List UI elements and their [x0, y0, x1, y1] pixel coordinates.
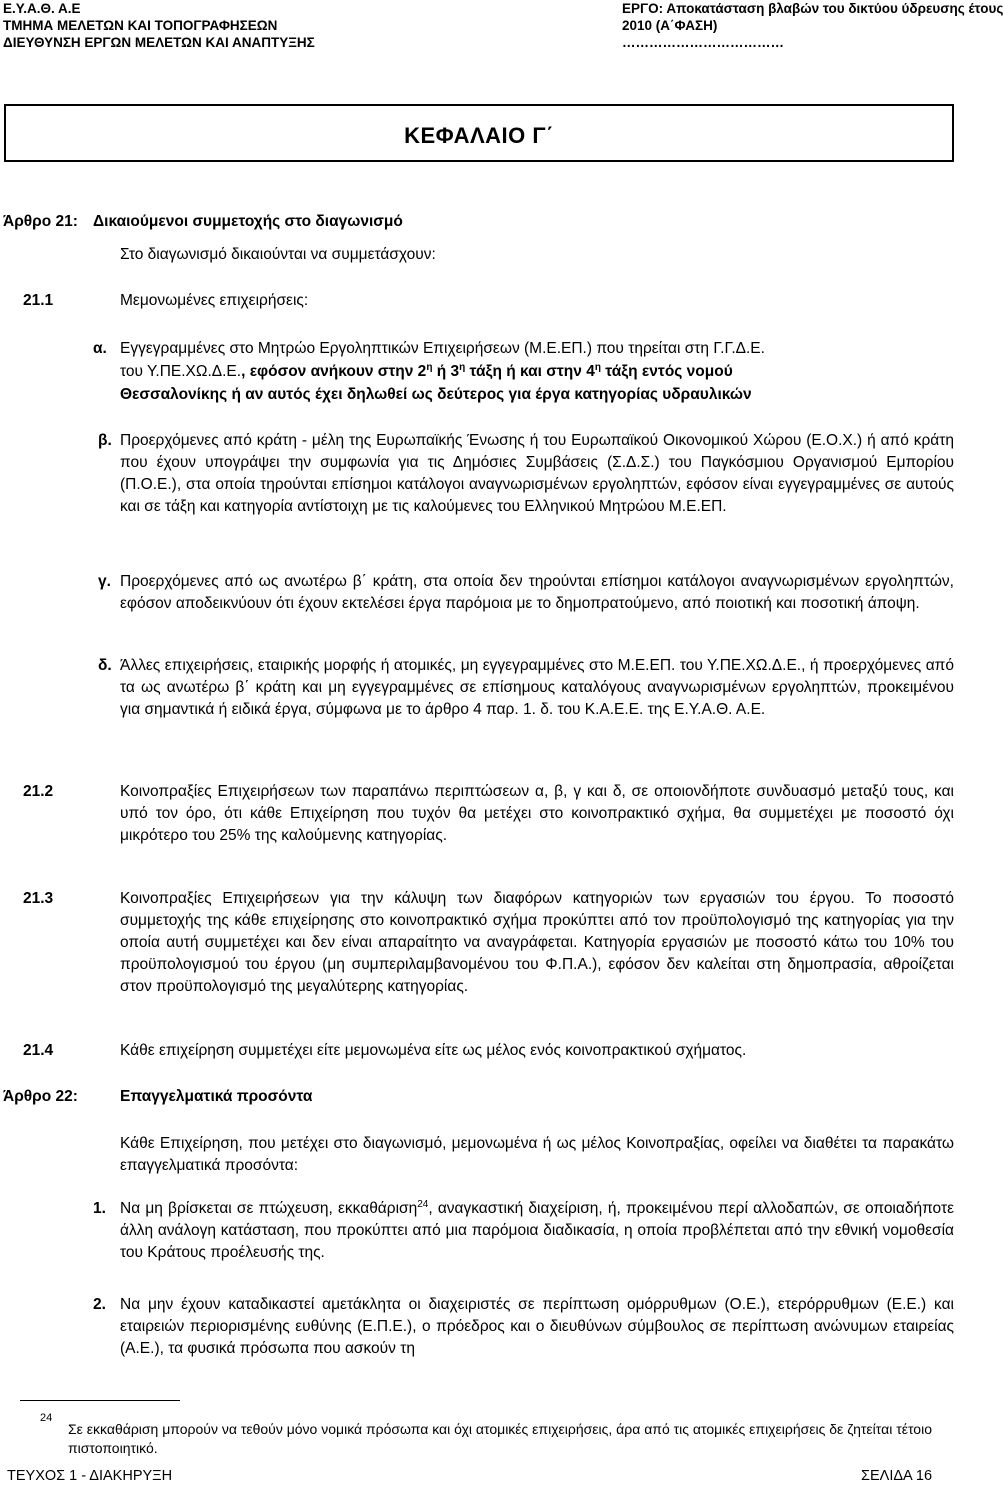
item-b-label: β.	[98, 432, 112, 449]
footnote-number: 24	[40, 1412, 53, 1424]
para-21-4-text: Κάθε επιχείρηση συμμετέχει είτε μεμονωμένα είτε ως μέλος ενός κοινοπρακτικού σχήματος.	[120, 1042, 747, 1059]
header-right	[622, 0, 1003, 51]
header-dots: ………………………………	[622, 35, 784, 50]
item-d-label: δ.	[98, 657, 112, 674]
art22-item-2-text: Να μην έχουν καταδικαστεί αμετάκλητα οι διαχειριστές σε περίπτωση ομόρρυθμων (Ο.Ε.), ετερόρρυθμων (Ε.Ε.) και εταιρειών περιορισμένης ευθύνης (Ε.Π.Ε.), ο πρόεδρος και ο διευθύνων σύμβουλος σε περίπτωση ανώνυμων εταιρείας (Α.Ε.), τα φυσικά πρόσωπα που ασκούν τη	[120, 1296, 954, 1357]
header-project: ΕΡΓΟ: Αποκατάσταση βλαβών του δικτύου ύδρευσης έτους	[622, 1, 1003, 16]
article-21-label: Άρθρο 21:	[3, 213, 78, 230]
item-a-line1: Εγγεγραμμένες στο Μητρώο Εργοληπτικών Επιχειρήσεων (Μ.Ε.ΕΠ.) που τηρείται στη Γ.Γ.Δ.Ε.	[120, 340, 765, 357]
article-22-label: Άρθρο 22:	[3, 1088, 78, 1105]
para-21-1-num: 21.1	[23, 292, 54, 309]
para-21-2-num: 21.2	[23, 783, 54, 800]
article-22-title: Επαγγελματικά προσόντα	[120, 1088, 313, 1105]
footnote-rule	[20, 1400, 180, 1401]
art22-item-2-label: 2.	[93, 1296, 106, 1313]
footer-left: ΤΕΥΧΟΣ 1 - ΔΙΑΚΗΡΥΞΗ	[7, 1468, 173, 1484]
footer-page-number: ΣΕΛΙΔΑ 16	[861, 1468, 933, 1484]
art22-item-1-label: 1.	[93, 1200, 106, 1217]
chapter-title: ΚΕΦΑΛΑΙΟ Γ΄	[404, 123, 554, 148]
footnote-text: Σε εκκαθάριση μπορούν να τεθούν μόνο νομικά πρόσωπα και όχι ατομικές επιχειρήσεις, άρα από τις ατομικές επιχειρήσεις δε ζητείται τέτοιο πιστοποιητικό.	[68, 1421, 932, 1456]
item-a-label: α.	[93, 340, 107, 357]
item-c-text: Προερχόμενες από ως ανωτέρω β΄ κράτη, στα οποία δεν τηρούνται επίσημοι κατάλογοι αναγνωρισμένων εργοληπτών, εφόσον αποδεικνύουν ότι έχουν εκτελέσει έργα παρόμοια με το δημοπρατούμενο, από ποιοτική και ποσοτική άποψη.	[120, 573, 954, 612]
item-a-line3: Θεσσαλονίκης ή αν αυτός έχει δηλωθεί ως δεύτερος για έργα κατηγορίας υδραυλικών	[120, 386, 752, 403]
article-21-intro: Στο διαγωνισμό δικαιούνται να συμμετάσχουν:	[120, 246, 436, 263]
para-21-4-num: 21.4	[23, 1042, 54, 1059]
header-left	[3, 0, 315, 51]
art22-item-1-text: Να μη βρίσκεται σε πτώχευση, εκκαθάριση$^{24}$, αναγκαστική διαχείριση, ή, προκειμένου περί αλλοδαπών, σε οποιαδήποτε άλλη ανάλογη κατάσταση, που προκύπτει από μια παρόμοια διαδικασία, η οποία προβλέπεται από την εθνική νομοθεσία του Κράτους προέλευσής της.	[120, 1198, 954, 1261]
item-c-label: γ.	[98, 573, 111, 590]
header-directorate: ΔΙΕΥΘΥΝΣΗ ΕΡΓΩΝ ΜΕΛΕΤΩΝ ΚΑΙ ΑΝΑΠΤΥΞΗΣ	[3, 35, 315, 50]
article-21-title: Δικαιούμενοι συμμετοχής στο διαγωνισμό	[93, 213, 403, 230]
chapter-box	[4, 104, 954, 162]
para-21-3-text: Κοινοπραξίες Επιχειρήσεων για την κάλυψη των διαφόρων κατηγοριών των εργασιών του έργου. Το ποσοστό συμμετοχής της κάθε επιχείρησης στο κοινοπρακτικό σχήμα προκύπτει από τον προϋπολογισμό της κατηγορίας για την οποία αυτή συμμετέχει και δεν είναι απαραίτητο να αναγράφεται. Κατηγορία εργασιών με ποσοστό κάτω του 10% του προϋπολογισμού του έργου (μη συμπεριλαμβανομένου του Φ.Π.Α.), εφόσον δεν καλείται στη δημοπρασία, αθροίζεται στον προϋπολογισμό της μεγαλύτερης κατηγορίας.	[120, 890, 954, 995]
header-org: Ε.Υ.Α.Θ. Α.Ε	[3, 1, 81, 16]
para-21-3-num: 21.3	[23, 890, 54, 907]
header-department: ΤΜΗΜΑ ΜΕΛΕΤΩΝ ΚΑΙ ΤΟΠΟΓΡΑΦΗΣΕΩΝ	[3, 18, 278, 33]
para-21-2-text: Κοινοπραξίες Επιχειρήσεων των παραπάνω περιπτώσεων α, β, γ και δ, σε οποιονδήποτε συνδυασμό μεταξύ τους, και υπό τον όρο, ότι κάθε Επιχείρηση που τυχόν θα μετέχει στο κοινοπρακτικό σχήμα, θα συμμετέχει με ποσοστό όχι μικρότερο του 25% της καλούμενης κατηγορίας.	[120, 783, 954, 844]
item-b-text: Προερχόμενες από κράτη - μέλη της Ευρωπαϊκής Ένωσης ή του Ευρωπαϊκού Οικονομικού Χώρου (Ε.Ο.Χ.) ή από κράτη που έχουν υπογράψει την συμφωνία για τις Δημόσιες Συμβάσεις (Σ.Δ.Σ.) του Παγκόσμιου Οργανισμού Εμπορίου (Π.Ο.Ε.), στα οποία τηρούνται επίσημοι κατάλογοι αναγνωρισμένων εργοληπτών, εφόσον είναι εγγεγραμμένες σε αυτούς και σε τάξη και κατηγορία αντίστοιχη με τις καλούμενες του Ελληνικού Μητρώου Μ.Ε.ΕΠ.	[120, 432, 954, 515]
para-21-1-text: Μεμονωμένες επιχειρήσεις:	[120, 292, 309, 309]
article-22-intro: Κάθε Επιχείρηση, που μετέχει στο διαγωνισμό, μεμονωμένα ή ως μέλος Κοινοπραξίας, οφείλει να διαθέτει τα παρακάτω επαγγελματικά προσόντα:	[120, 1135, 954, 1174]
item-a-line2: του Υ.ΠΕ.ΧΩ.Δ.Ε., εφόσον ανήκουν στην $2^\eta$ ή $3^\eta$ τάξη ή και στην $4^\eta$ τάξη εντός νομού	[120, 361, 733, 380]
item-d-text: Άλλες επιχειρήσεις, εταιρικής μορφής ή ατομικές, μη εγγεγραμμένες στο Μ.Ε.ΕΠ. του Υ.ΠΕ.ΧΩ.Δ.Ε., ή προερχόμενες από τα ως ανωτέρω β΄ κράτη και μη εγγεγραμμένες σε επίσημους καταλόγους αναγνωρισμένων εργοληπτών, προκειμένου για σημαντικά ή ειδικά έργα, σύμφωνα με το άρθρο 4 παρ. 1. δ. του Κ.Α.Ε.Ε. της Ε.Υ.Α.Θ. Α.Ε.	[120, 657, 954, 718]
header-phase: 2010 (Α΄ΦΑΣΗ)	[622, 18, 718, 33]
